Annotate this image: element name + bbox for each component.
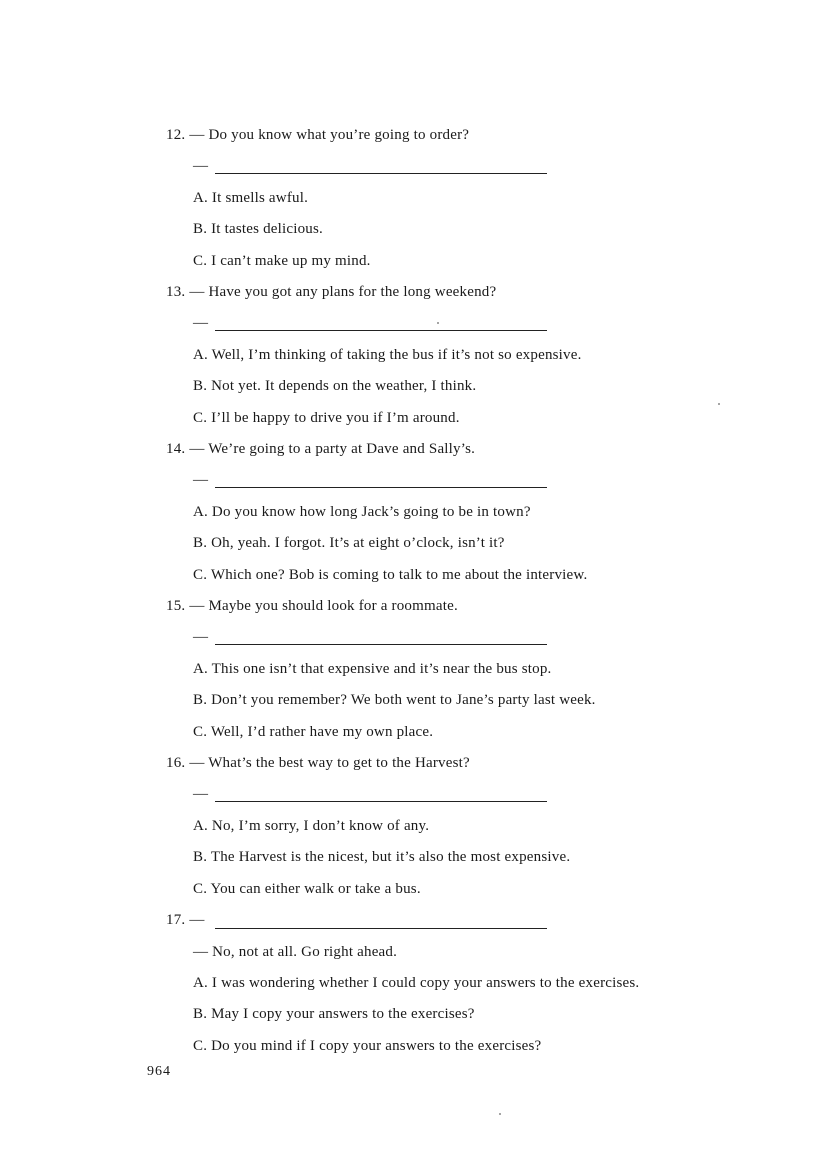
question-number: 12.: [166, 127, 186, 143]
question-number: 15.: [166, 598, 186, 614]
answer-blank: [215, 801, 547, 802]
option-a: A. This one isn’t that expensive and it’s near the bus stop.: [193, 661, 552, 677]
answer-dash: —: [193, 472, 209, 488]
option-c: C. You can either walk or take a bus.: [193, 881, 421, 897]
question-prompt: — Have you got any plans for the long weekend?: [189, 284, 497, 300]
question-13: [166, 283, 496, 301]
option-a: A. Do you know how long Jack’s going to be in town?: [193, 504, 531, 520]
answer-dash: —: [193, 786, 209, 802]
scan-speck: [718, 403, 720, 405]
answer-blank: [215, 330, 547, 331]
scan-speck: [437, 322, 439, 324]
question-prompt: —: [189, 912, 205, 928]
option-b: B. Not yet. It depends on the weather, I think.: [193, 378, 477, 394]
question-number: 16.: [166, 755, 186, 771]
option-c: C. Which one? Bob is coming to talk to me about the interview.: [193, 567, 588, 583]
question-prompt: — Maybe you should look for a roommate.: [189, 598, 458, 614]
question-number: 17.: [166, 912, 186, 928]
question-number: 13.: [166, 284, 186, 300]
option-b: B. The Harvest is the nicest, but it’s also the most expensive.: [193, 849, 571, 865]
answer-dash: —: [193, 158, 209, 174]
question-12: [166, 126, 469, 144]
option-c: C. I’ll be happy to drive you if I’m around.: [193, 410, 460, 426]
option-c: C. I can’t make up my mind.: [193, 253, 371, 269]
question-prompt: — Do you know what you’re going to order?: [189, 127, 470, 143]
option-b: B. Don’t you remember? We both went to Jane’s party last week.: [193, 692, 596, 708]
reply-line: — No, not at all. Go right ahead.: [193, 944, 398, 960]
answer-blank: [215, 644, 547, 645]
option-a: A. I was wondering whether I could copy your answers to the exercises.: [193, 975, 640, 991]
scan-speck: [499, 1113, 501, 1115]
page-number: 964: [147, 1064, 171, 1079]
answer-blank: [215, 487, 547, 488]
option-a: A. No, I’m sorry, I don’t know of any.: [193, 818, 430, 834]
option-b: B. It tastes delicious.: [193, 221, 323, 237]
answer-dash: —: [193, 629, 209, 645]
option-b: B. May I copy your answers to the exercises?: [193, 1006, 475, 1022]
question-17: [166, 911, 205, 929]
answer-blank: [215, 928, 547, 929]
answer-blank: [215, 173, 547, 174]
option-c: C. Well, I’d rather have my own place.: [193, 724, 434, 740]
question-14: [166, 440, 475, 458]
question-prompt: — What’s the best way to get to the Harvest?: [189, 755, 470, 771]
question-16: [166, 754, 470, 772]
question-15: [166, 597, 458, 615]
option-b: B. Oh, yeah. I forgot. It’s at eight o’clock, isn’t it?: [193, 535, 505, 551]
option-a: A. Well, I’m thinking of taking the bus if it’s not so expensive.: [193, 347, 582, 363]
option-c: C. Do you mind if I copy your answers to the exercises?: [193, 1038, 542, 1054]
question-number: 14.: [166, 441, 186, 457]
question-prompt: — We’re going to a party at Dave and Sally’s.: [189, 441, 476, 457]
option-a: A. It smells awful.: [193, 190, 309, 206]
answer-dash: —: [193, 315, 209, 331]
